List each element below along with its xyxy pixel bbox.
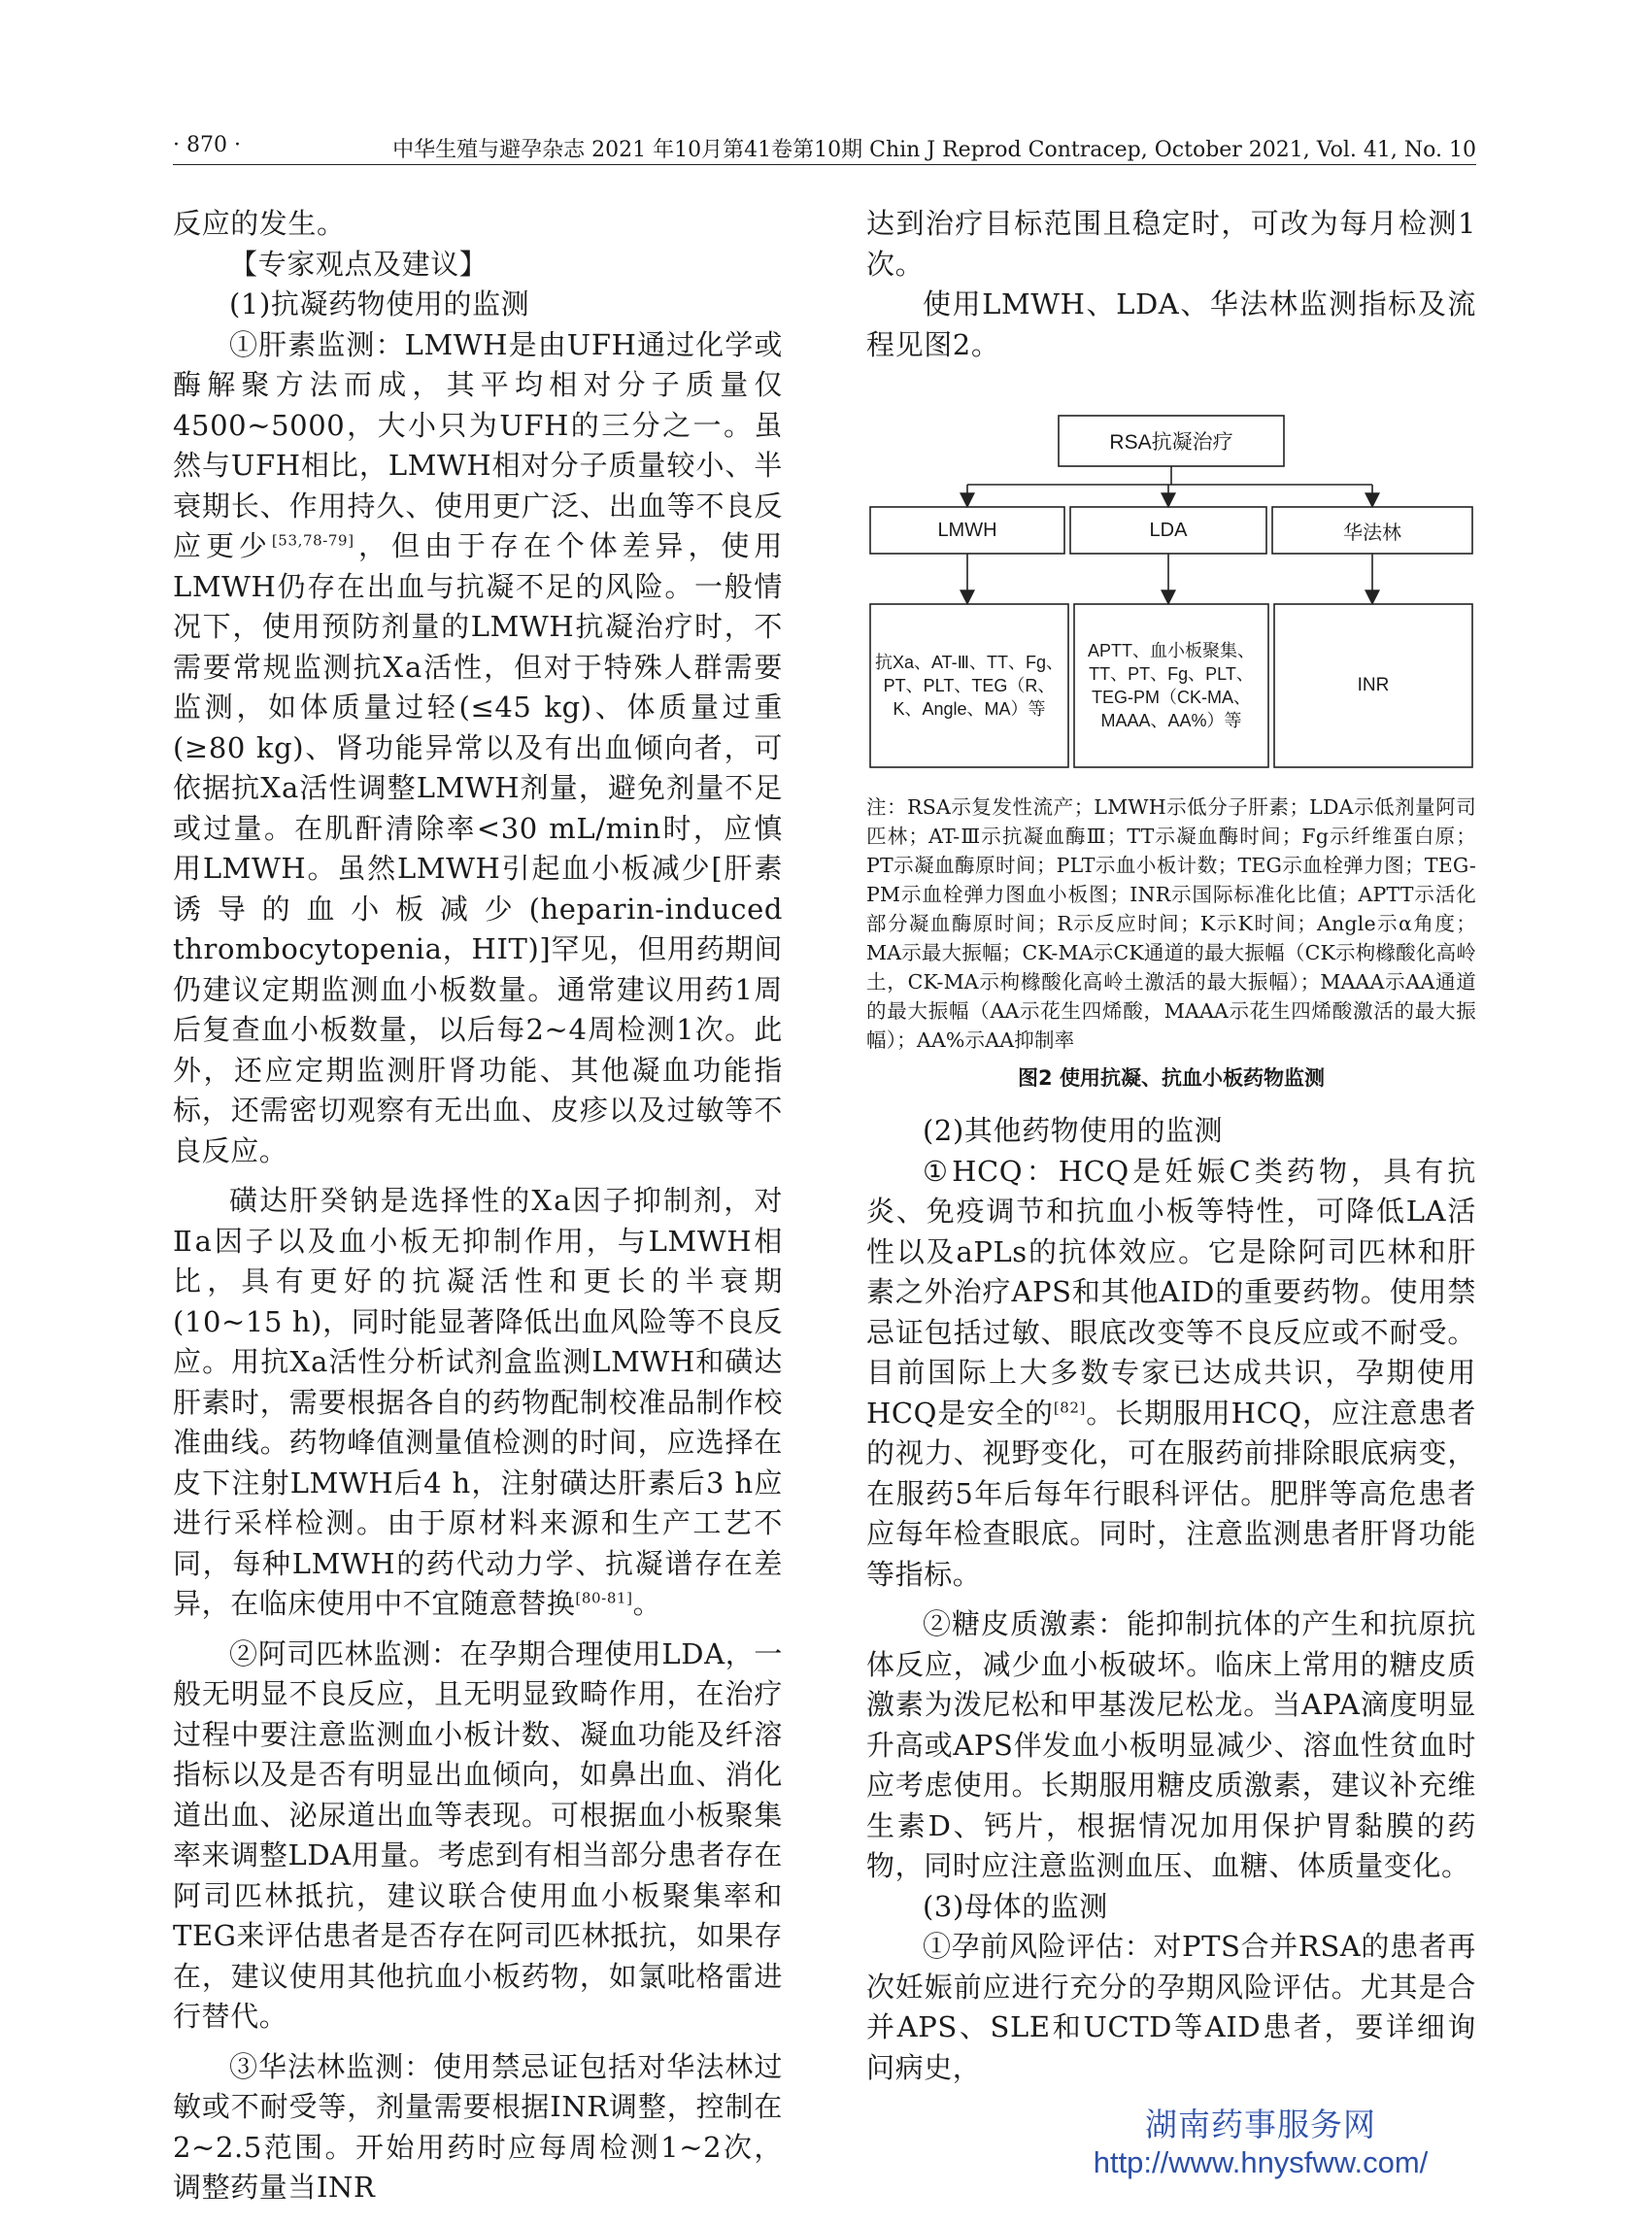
watermark-name: 湖南药事服务网 [1145, 2107, 1376, 2142]
journal-citation: 中华生殖与避孕杂志 2021 年10月第41卷第10期 Chin J Reprod Contracep, October 2021, Vol. 41, No. 10 [392, 138, 1476, 162]
paragraph [173, 325, 783, 1172]
site-watermark [1086, 2106, 1435, 2181]
paragraph [173, 1181, 783, 1625]
paragraph: 反应的发生。 [173, 207, 346, 240]
paragraph-text: 磺达肝癸钠是选择性的Ⅹa因子抑制剂，对Ⅱa因子以及血小板无抑制作用，与LMWH相比，具有更好的抗凝活性和更长的半衰期(10~15 h)，同时能显著降低出血风险等不良反应。用抗Ⅹa活性分析试剂盒监测LMWH和磺达肝素时，需要根据各自的药物配制校准品制作校准曲线。药物峰值测量值检测的时间，应选择在皮下注射LMWH后4 h，注射磺达肝素后3 h应进行采样检测。由于原材料来源和生产工艺不同，每种LMWH的药代动力学、抗凝谱存在差异，在临床使用中不宜随意替换 [173, 1184, 783, 1620]
page-number: · 870 · [173, 133, 241, 157]
node-lmwh-indicators: 抗Xa、AT-Ⅲ、TT、Fg、PT、PLT、TEG（R、K、Angle、MA）等 [874, 653, 1064, 719]
paragraph: ②阿司匹林监测：在孕期合理使用LDA，一般无明显不良反应，且无明显致畸作用，在治疗过程中要注意监测血小板计数、凝血功能及纤溶指标以及是否有明显出血倾向，如鼻出血、消化道出血、泌尿道出血等表现。可根据血小板聚集率来调整LDA用量。考虑到有相当部分患者存在阿司匹林抵抗，建议联合使用血小板聚集率和TEG来评估患者是否存在阿司匹林抵抗，如果存在，建议使用其他抗血小板药物，如氯吡格雷进行替代。 [173, 1636, 783, 2033]
citation: [80-81] [575, 1589, 633, 1607]
section-heading: 【专家观点及建议】 [229, 247, 489, 281]
paragraph: ②糖皮质激素：能抑制抗体的产生和抗原抗体反应，减少血小板破坏。临床上常用的糖皮质激素为泼尼松和甲基泼尼松龙。当APA滴度明显升高或APS伴发血小板明显减少、溶血性贫血时应考虑使用。长期服用糖皮质激素，建议补充维生素D、钙片，根据情况加用保护胃黏膜的药物，同时应注意监测血压、血糖、体质量变化。 [866, 1607, 1476, 1882]
subsection-heading: (3)母体的监测 [923, 1889, 1108, 1923]
node-rsa-anticoagulation: RSA抗凝治疗 [1109, 431, 1233, 454]
paragraph: ③华法林监测：使用禁忌证包括对华法林过敏或不耐受等，剂量需要根据INR调整，控制在2~2.5范围。开始用药时应每周检测1~2次，调整药量当INR [173, 2049, 783, 2204]
node-warfarin: 华法林 [1343, 522, 1401, 544]
citation: [82] [1053, 1398, 1087, 1416]
node-warfarin-indicators: INR [1357, 675, 1390, 695]
watermark-url[interactable]: http://www.hnysfww.com/ [1093, 2145, 1429, 2179]
paragraph-text: 。 [632, 1587, 662, 1620]
node-lda: LDA [1149, 519, 1188, 541]
paragraph-text: ①HCQ：HCQ是妊娠C类药物，具有抗炎、免疫调节和抗血小板等特性，可降低LA活性以及aPLs的抗体效应。它是除阿司匹林和肝素之外治疗APS和其他AID的重要药物。使用禁忌证包括过敏、眼底改变等不良反应或不耐受。目前国际上大多数专家已达成共识，孕期使用HCQ是安全的 [866, 1154, 1476, 1430]
paragraph: 使用LMWH、LDA、华法林监测指标及流程见图2。 [866, 287, 1476, 361]
subsection-heading: (2)其他药物使用的监测 [923, 1114, 1224, 1147]
subsection-heading: (1)抗凝药物使用的监测 [229, 287, 530, 320]
citation: [53,78-79] [271, 531, 354, 550]
paragraph: ①孕前风险评估：对PTS合并RSA的患者再次妊娠前应进行充分的孕期风险评估。尤其是合并APS、SLE和UCTD等AID患者，要详细询问病史， [866, 1930, 1476, 2084]
paragraph-text: 。长期服用HCQ，应注意患者的视力、视野变化，可在服药前排除眼底病变，在服药5年后每年行眼科评估。肥胖等高危患者应每年检查眼底。同时，注意监测患者肝肾功能等指标。 [866, 1396, 1476, 1591]
flowchart-figure [866, 388, 1476, 787]
right-column [866, 204, 1476, 2088]
node-lmwh: LMWH [937, 519, 997, 541]
paragraph-text: ①肝素监测：LMWH是由UFH通过化学或酶解聚方法而成，其平均相对分子质量仅4500~5000，大小只为UFH的三分之一。虽然与UFH相比，LMWH相对分子质量较小、半衰期长、作用持久、使用更广泛、出血等不良反应更少 [173, 327, 783, 562]
figure-note: 注：RSA示复发性流产；LMWH示低分子肝素；LDA示低剂量阿司匹林；AT-Ⅲ示抗凝血酶Ⅲ；TT示凝血酶时间；Fg示纤维蛋白原；PT示凝血酶原时间；PLT示血小板计数；TEG示血栓弹力图；TEG-PM示血栓弹力图血小板图；INR示国际标准化比值；APTT示活化部分凝血酶原时间；R示反应时间；K示K时间；Angle示α角度；MA示最大振幅；CK-MA示CK通道的最大振幅（CK示枸橼酸化高岭土，CK-MA示枸橼酸化高岭土激活的最大振幅）；MAAA示AA通道的最大振幅（AA示花生四烯酸，MAAA示花生四烯酸激活的最大振幅）；AA%示AA抑制率 [866, 795, 1476, 1052]
paragraph-text: ，但由于存在个体差异，使用LMWH仍存在出血与抗凝不足的风险。一般情况下，使用预防剂量的LMWH抗凝治疗时，不需要常规监测抗Ⅹa活性，但对于特殊人群需要监测，如体质量过轻(≤45 kg)、体质量过重(≥80 kg)、肾功能异常以及有出血倾向者，可依据抗Ⅹa活性调整LMWH剂量，避免剂量不足或过量。在肌酐清除率<30 mL/min时，应慎用LMWH。虽然LMWH引起血小板减少[肝素诱导的血小板减少(heparin-induced thrombocytopenia，HIT)]罕见，但用药期间仍建议定期监测血小板数量。通常建议用药1周后复查血小板数量，以后每2~4周检测1次。此外，还应定期监测肝肾功能、其他凝血功能指标，还需密切观察有无出血、皮疹以及过敏等不良反应。 [173, 529, 783, 1167]
figure-caption: 图2 使用抗凝、抗血小板药物监测 [1018, 1066, 1325, 1090]
header-rule [173, 164, 1476, 165]
left-column [173, 204, 783, 2208]
running-header [173, 133, 1476, 166]
node-lda-indicators: APTT、血小板聚集、TT、PT、Fg、PLT、TEG-PM（CK-MA、MAAA、AA%）等 [1087, 641, 1255, 730]
paragraph [866, 1152, 1476, 1596]
paragraph: 达到治疗目标范围且稳定时，可改为每月检测1次。 [866, 207, 1476, 281]
